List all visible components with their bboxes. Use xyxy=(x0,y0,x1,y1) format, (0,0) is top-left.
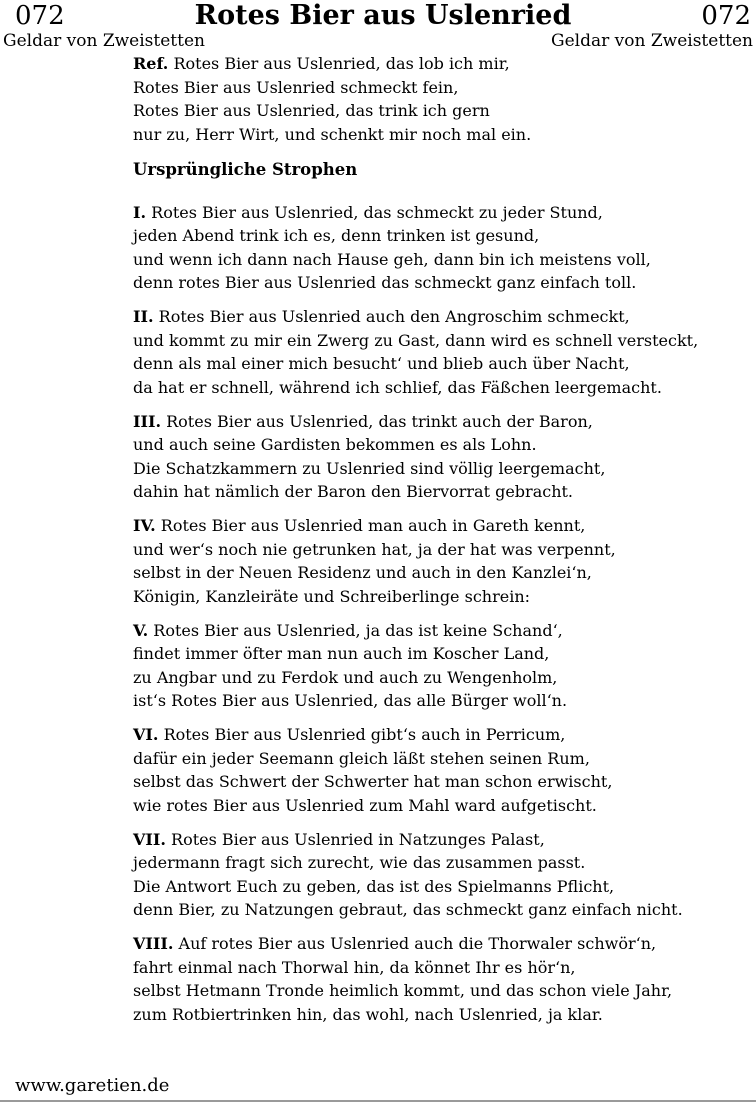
stanza-line: denn Bier, zu Natzungen gebraut, das schmeckt ganz einfach nicht. xyxy=(133,900,683,919)
stanza-line: zu Angbar und zu Ferdok und auch zu Wengenholm, xyxy=(133,667,558,687)
stanza-line: wie rotes Bier aus Uslenried zum Mahl ward aufgetischt. xyxy=(133,795,597,815)
stanza-3-label: III. xyxy=(133,411,162,431)
stanza-line: zum Rotbiertrinken hin, das wohl, nach Uslenried, ja klar. xyxy=(133,1004,603,1024)
stanza-line: und wenn ich dann nach Hause geh, dann bin ich meistens voll, xyxy=(133,249,651,269)
stanza-line: denn rotes Bier aus Uslenried das schmeckt ganz einfach toll. xyxy=(133,273,637,292)
stanza-line: und wer‘s noch nie getrunken hat, ja der hat was verpennt, xyxy=(133,539,616,559)
stanza-3 xyxy=(133,410,756,504)
refrain-line: nur zu, Herr Wirt, und schenkt mir noch mal ein. xyxy=(133,124,532,144)
author-right: Geldar von Zweistetten xyxy=(551,31,753,51)
section-heading: Ursprüngliche Strophen xyxy=(133,160,358,179)
stanza-line: Königin, Kanzleiräte und Schreiberlinge schrein: xyxy=(133,586,531,606)
stanza-line: Die Schatzkammern zu Uslenried sind völlig leergemacht, xyxy=(133,458,606,478)
stanza-line: V. Rotes Bier aus Uslenried, ja das ist keine Schand‘, xyxy=(133,620,563,640)
stanza-5-label: V. xyxy=(133,620,149,640)
stanza-line: jeden Abend trink ich es, denn trinken ist gesund, xyxy=(133,226,540,245)
author-row xyxy=(0,32,756,51)
stanza-line: Die Antwort Euch zu geben, das ist des Spielmanns Pflicht, xyxy=(133,876,615,896)
author-left: Geldar von Zweistetten xyxy=(3,31,205,51)
footer-website: www.garetien.de xyxy=(15,1075,170,1096)
stanza-line: selbst in der Neuen Residenz und auch in den Kanzlei‘n, xyxy=(133,563,592,582)
stanza-6 xyxy=(133,723,756,817)
page-header xyxy=(0,0,756,31)
refrain-line: Ref. Rotes Bier aus Uslenried, das lob ich mir, xyxy=(133,54,510,73)
stanza-line: III. Rotes Bier aus Uslenried, das trinkt auch der Baron, xyxy=(133,411,593,431)
stanza-line: denn als mal einer mich besucht‘ und blieb auch über Nacht, xyxy=(133,354,630,373)
stanza-line: selbst Hetmann Tronde heimlich kommt, und das schon viele Jahr, xyxy=(133,981,673,1000)
stanza-7-label: VII. xyxy=(133,829,166,849)
stanza-8-label: VIII. xyxy=(133,934,174,953)
stanza-line: II. Rotes Bier aus Uslenried auch den Angroschim schmeckt, xyxy=(133,307,630,326)
stanza-line: und auch seine Gardisten bekommen es als Lohn. xyxy=(133,435,537,454)
refrain-line: Rotes Bier aus Uslenried schmeckt fein, xyxy=(133,77,459,97)
lyrics-content xyxy=(133,52,756,1037)
stanza-line: IV. Rotes Bier aus Uslenried man auch in Gareth kennt, xyxy=(133,516,586,535)
page-number-left: 072 xyxy=(15,1,65,31)
stanza-1-label: I. xyxy=(133,202,147,222)
stanza-line: I. Rotes Bier aus Uslenried, das schmeckt zu jeder Stund, xyxy=(133,202,603,222)
stanza-line: VIII. Auf rotes Bier aus Uslenried auch die Thorwaler schwör‘n, xyxy=(133,934,657,953)
stanza-4 xyxy=(133,514,756,608)
stanza-5 xyxy=(133,619,756,713)
stanza-line: dafür ein jeder Seemann gleich läßt stehen seinen Rum, xyxy=(133,748,590,768)
stanza-8 xyxy=(133,932,756,1026)
stanza-4-label: IV. xyxy=(133,516,156,535)
stanza-2-label: II. xyxy=(133,307,154,326)
refrain xyxy=(133,52,756,146)
stanza-line: da hat er schnell, während ich schlief, das Fäßchen leergemacht. xyxy=(133,377,662,397)
stanza-line: und kommt zu mir ein Zwerg zu Gast, dann wird es schnell versteckt, xyxy=(133,330,699,350)
stanza-2 xyxy=(133,305,756,399)
stanza-line: selbst das Schwert der Schwerter hat man schon erwischt, xyxy=(133,772,613,791)
footer-divider xyxy=(0,1100,756,1102)
stanza-line: VII. Rotes Bier aus Uslenried in Natzunges Palast, xyxy=(133,829,545,849)
stanza-7 xyxy=(133,828,756,922)
stanza-6-label: VI. xyxy=(133,725,159,744)
stanza-line: fahrt einmal nach Thorwal hin, da könnet Ihr es hör‘n, xyxy=(133,957,576,977)
stanza-line: ist‘s Rotes Bier aus Uslenried, das alle Bürger woll‘n. xyxy=(133,691,568,710)
stanza-line: jedermann fragt sich zurecht, wie das zusammen passt. xyxy=(133,853,586,872)
stanza-line: findet immer öfter man nun auch im Koscher Land, xyxy=(133,644,550,663)
refrain-label: Ref. xyxy=(133,54,169,73)
stanza-line: dahin hat nämlich der Baron den Biervorrat gebracht. xyxy=(133,482,574,501)
stanza-line: VI. Rotes Bier aus Uslenried gibt‘s auch in Perricum, xyxy=(133,725,566,744)
stanza-1 xyxy=(133,201,756,295)
refrain-line: Rotes Bier aus Uslenried, das trink ich gern xyxy=(133,101,490,120)
page-title: Rotes Bier aus Uslenried xyxy=(194,0,572,31)
page-number-right: 072 xyxy=(701,1,751,31)
